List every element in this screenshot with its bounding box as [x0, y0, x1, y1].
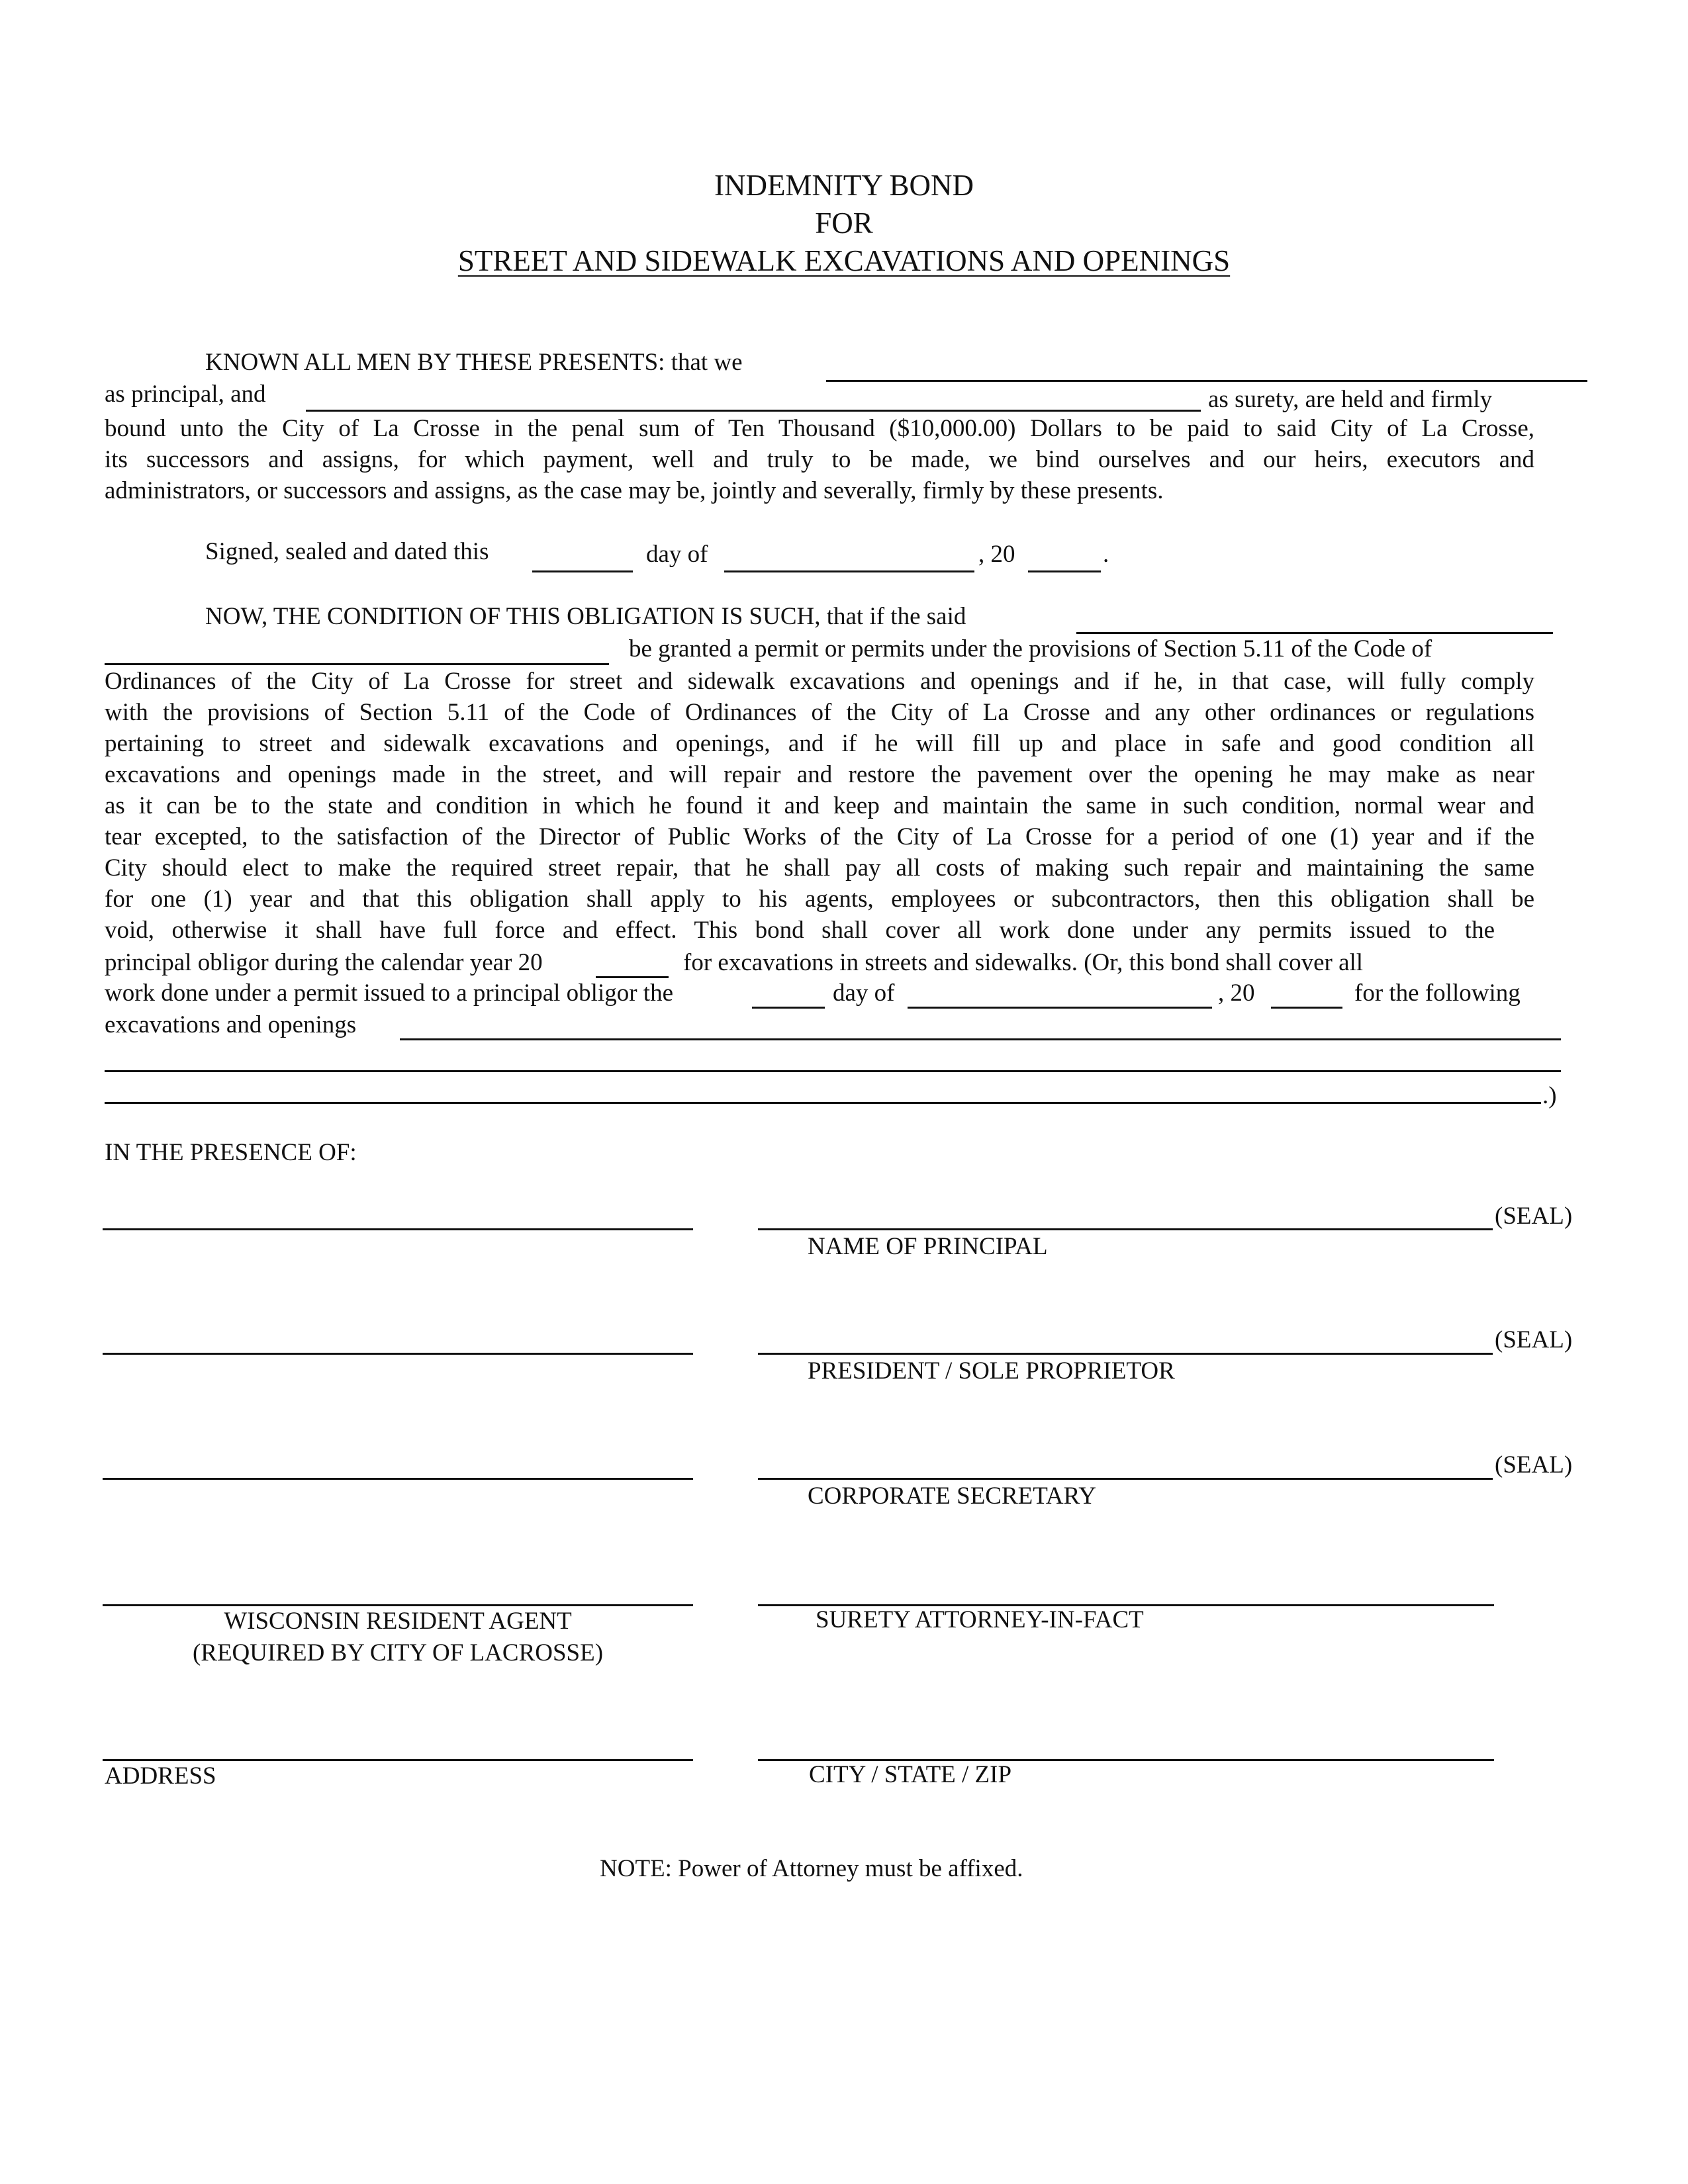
principal-name-blank[interactable] — [826, 380, 1587, 382]
signed-day-blank[interactable] — [532, 570, 633, 572]
condition-line-2: be granted a permit or permits under the provisions of Section 5.11 of the Code of — [629, 635, 1432, 662]
corporate-secretary-label: CORPORATE SECRETARY — [808, 1482, 1096, 1510]
condition-line-4: with the provisions of Section 5.11 of the Code of Ordinances of the City of La Crosse and any other ordinances or regulations — [105, 699, 1534, 726]
bond-text-line-4: its successors and assigns, for which payment, well and truly to be made, we bind ourselves and our heirs, executors and — [105, 446, 1534, 473]
title-line-1: INDEMNITY BOND — [714, 169, 974, 202]
name-of-principal-label: NAME OF PRINCIPAL — [808, 1233, 1048, 1260]
permit-month-blank[interactable] — [908, 1007, 1212, 1009]
title-line-3: STREET AND SIDEWALK EXCAVATIONS AND OPENINGS — [457, 244, 1231, 277]
condition-line-5: pertaining to street and sidewalk excavations and openings, and if he will fill up and place in safe and good condition all — [105, 730, 1534, 757]
calendar-year-text-2: for excavations in streets and sidewalks. (Or, this bond shall cover all — [683, 949, 1364, 976]
permit-issued-text: work done under a permit issued to a principal obligor the — [105, 979, 674, 1007]
surety-attorney-label: SURETY ATTORNEY-IN-FACT — [816, 1606, 1144, 1633]
excavations-label: excavations and openings — [105, 1011, 357, 1038]
as-principal-text: as principal, and — [105, 381, 266, 408]
condition-line-8: tear excepted, to the satisfaction of the Director of Public Works of the City of La Crosse for a period of one (1) year and if the — [105, 823, 1534, 850]
calendar-year-blank[interactable] — [596, 976, 669, 978]
permit-year-blank[interactable] — [1271, 1007, 1342, 1009]
condition-line-6: excavations and openings made in the street, and will repair and restore the pavement over the opening he may make as near — [105, 761, 1534, 788]
excavations-blank-1[interactable] — [400, 1038, 1561, 1040]
condition-line-11: void, otherwise it shall have full force and effect. This bond shall cover all work done under any permits issued to the — [105, 917, 1495, 944]
signed-day-of-text: day of — [646, 541, 708, 568]
condition-intro-text: NOW, THE CONDITION OF THIS OBLIGATION IS SUCH, that if the said — [205, 603, 966, 630]
resident-agent-signature[interactable] — [103, 1604, 693, 1606]
president-label: PRESIDENT / SOLE PROPRIETOR — [808, 1357, 1175, 1385]
condition-line-9: City should elect to make the required street repair, that he shall pay all costs of making such repair and maintaining the same — [105, 854, 1534, 882]
address-field[interactable] — [103, 1759, 693, 1761]
seal-label-1: (SEAL) — [1495, 1203, 1573, 1230]
city-state-zip-label: CITY / STATE / ZIP — [809, 1761, 1012, 1788]
permit-day-of-text: day of — [833, 979, 895, 1007]
signed-month-blank[interactable] — [724, 570, 974, 572]
closing-parenthesis: .) — [1542, 1082, 1557, 1109]
condition-line-7: as it can be to the state and condition in which he found it and keep and maintain the same in such condition, normal wear and — [105, 792, 1534, 819]
principal-name-signature[interactable] — [758, 1228, 1493, 1230]
bond-text-line-5: administrators, or successors and assigns, as the case may be, jointly and severally, firmly by these presents. — [105, 477, 1164, 504]
surety-name-blank[interactable] — [306, 410, 1201, 412]
president-signature[interactable] — [758, 1353, 1493, 1355]
permit-year-prefix: , 20 — [1218, 979, 1255, 1007]
known-all-men-text: KNOWN ALL MEN BY THESE PRESENTS: that we — [205, 349, 743, 376]
address-label: ADDRESS — [105, 1762, 216, 1790]
signed-period: . — [1103, 541, 1109, 568]
excavations-blank-3[interactable] — [105, 1102, 1541, 1104]
bond-text-line-3: bound unto the City of La Crosse in the penal sum of Ten Thousand ($10,000.00) Dollars to be paid to said City of La Crosse, — [105, 415, 1534, 442]
witness-signature-3[interactable] — [103, 1478, 693, 1480]
permit-following-text: for the following — [1354, 979, 1521, 1007]
presence-label: IN THE PRESENCE OF: — [105, 1139, 357, 1166]
as-surety-text: as surety, are held and firmly — [1208, 386, 1493, 413]
witness-signature-1[interactable] — [103, 1228, 693, 1230]
title-line-2: FOR — [815, 206, 873, 240]
condition-line-10: for one (1) year and that this obligation shall apply to his agents, employees or subcontractors, then this obligation shall be — [105, 886, 1534, 913]
witness-signature-2[interactable] — [103, 1353, 693, 1355]
signed-year-prefix: , 20 — [978, 541, 1015, 568]
signed-sealed-text: Signed, sealed and dated this — [205, 538, 489, 565]
permit-day-blank[interactable] — [752, 1007, 825, 1009]
resident-agent-note: (REQUIRED BY CITY OF LACROSSE) — [192, 1639, 604, 1666]
excavations-blank-2[interactable] — [105, 1070, 1561, 1072]
corporate-secretary-signature[interactable] — [758, 1478, 1493, 1480]
resident-agent-label: WISCONSIN RESIDENT AGENT — [224, 1608, 572, 1635]
permittee-name-blank[interactable] — [1076, 632, 1553, 634]
condition-line-3: Ordinances of the City of La Crosse for street and sidewalk excavations and openings and if he, in that case, will fully comply — [105, 668, 1534, 695]
seal-label-2: (SEAL) — [1495, 1326, 1573, 1353]
power-of-attorney-note: NOTE: Power of Attorney must be affixed. — [600, 1855, 1023, 1882]
signed-year-blank[interactable] — [1028, 570, 1101, 572]
calendar-year-text: principal obligor during the calendar year 20 — [105, 949, 543, 976]
permittee-name-blank-2[interactable] — [105, 663, 609, 665]
seal-label-3: (SEAL) — [1495, 1451, 1573, 1479]
